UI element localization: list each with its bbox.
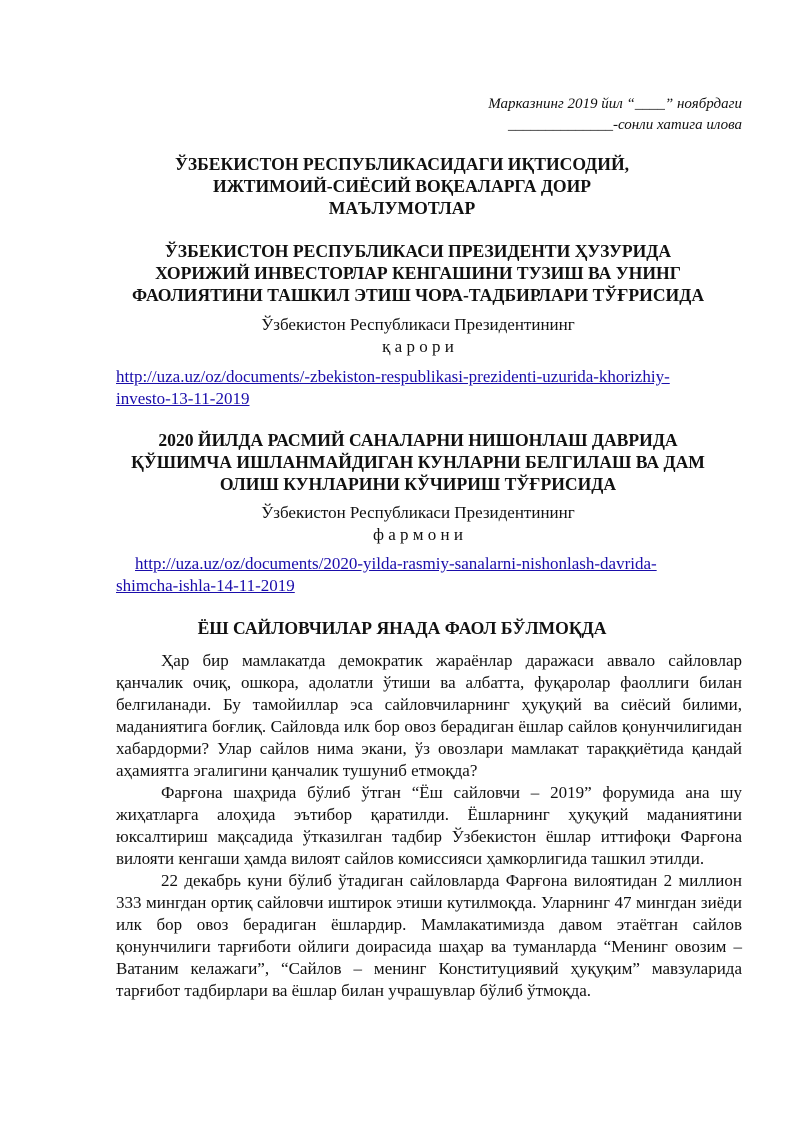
section2-title	[80, 429, 756, 495]
section2-title-line2: ҚЎШИМЧА ИШЛАНМАЙДИГАН КУНЛАРНИ БЕЛГИЛАШ ВА ДАМ	[131, 452, 705, 472]
article-paragraph: 22 декабрь куни бўлиб ўтадиган сайловларда Фарғона вилоятидан 2 миллион 333 мингдан ортиқ сайловчи иштирок этиши кутилмоқда. Уларнинг 47 мингдан зиёди илк бор овоз берадиган ёшлардир. Мамлакатимизда давом этаётган сайлов қонунчилиги тарғиботи ойлиги доирасида шаҳар ва туманларда “Менинг овозим – Ватаним келажаги”, “Сайлов – менинг Конституциявий ҳуқуқим” мавзуларида тарғибот тадбирлари ва ёшлар билан учрашувлар бўлиб ўтмоқда.	[116, 871, 742, 1000]
section2-title-line1: 2020 ЙИЛДА РАСМИЙ САНАЛАРНИ НИШОНЛАШ ДАВРИДА	[158, 430, 678, 450]
section3-title-line1: ЁШ САЙЛОВЧИЛАР ЯНАДА ФАОЛ БЎЛМОҚДА	[197, 618, 607, 638]
section2-link[interactable]	[116, 553, 756, 597]
appendix-note-line1: Марказнинг 2019 йил “____” ноябрдаги	[488, 96, 742, 112]
article-paragraph: Фарғона шаҳрида бўлиб ўтган “Ёш сайловчи – 2019” форумида ана шу жиҳатларга алоҳида эътибор қаратилди. Ёшларнинг ҳуқуқий маданиятини юксалтириш мақсадида ўтказилган тадбир Ўзбекистон ёшлар иттифоқи Фарғона вилояти кенгаши ҳамда вилоят сайлов комиссияси ҳамкорлигида ташкил этилди.	[116, 783, 742, 868]
appendix-note	[322, 94, 742, 136]
main-title-line3: МАЪЛУМОТЛАР	[328, 198, 476, 218]
section1-link-line2[interactable]: investo-13-11-2019	[116, 389, 250, 408]
section1-title-line2: ХОРИЖИЙ ИНВЕСТОРЛАР КЕНГАШИНИ ТУЗИШ ВА УНИНГ	[155, 263, 681, 283]
section1-title-line1: ЎЗБЕКИСТОН РЕСПУБЛИКАСИ ПРЕЗИДЕНТИ ҲУЗУРИДА	[164, 241, 672, 261]
main-title-line1: ЎЗБЕКИСТОН РЕСПУБЛИКАСИДАГИ ИҚТИСОДИЙ,	[174, 154, 630, 174]
section1-doc-type: қ а р о р и	[382, 337, 454, 356]
section1-link-line1[interactable]: http://uza.uz/oz/documents/-zbekiston-respublikasi-prezidenti-uzurida-khorizhiy-	[116, 367, 670, 386]
article-body	[116, 650, 742, 1002]
section3-title	[64, 617, 740, 639]
section2-byline: Ўзбекистон Республикаси Президентининг	[261, 503, 575, 522]
section1-byline: Ўзбекистон Республикаси Президентининг	[261, 315, 575, 334]
main-title-line2: ИЖТИМОИЙ-СИЁСИЙ ВОҚЕАЛАРГА ДОИР	[212, 176, 592, 196]
section2-link-line1[interactable]: http://uza.uz/oz/documents/2020-yilda-rasmiy-sanalarni-nishonlash-davrida-	[135, 554, 657, 573]
section2-link-line2[interactable]: shimcha-ishla-14-11-2019	[116, 576, 295, 595]
article-paragraph: Ҳар бир мамлакатда демократик жараёнлар даражаси аввало сайловлар қанчалик очиқ, ошкора, адолатли ўтиши ва албатта, фуқаролар фаоллиги билан белгиланади. Бу тамойиллар эса сайловчиларнинг ҳуқуқий ва сиёсий билими, маданиятига боғлиқ. Сайловда илк бор овоз берадиган ёшлар сайлов қонунчилигидан хабардорми? Улар сайлов нима экани, ўз овозлари мамлакат тараққиётида қандай аҳамиятга эгалигини қанчалик тушуниб етмоқда?	[116, 651, 742, 780]
section1-title	[80, 240, 756, 306]
section1-title-line3: ФАОЛИЯТИНИ ТАШКИЛ ЭТИШ ЧОРА-ТАДБИРЛАРИ ТЎҒРИСИДА	[131, 285, 705, 305]
appendix-note-line2: ______________-сонли хатига илова	[507, 117, 742, 133]
section2-title-line3: ОЛИШ КУНЛАРИНИ КЎЧИРИШ ТЎҒРИСИДА	[219, 474, 617, 494]
section1-link[interactable]	[116, 366, 756, 410]
main-title	[64, 153, 740, 219]
section2-doc-type: ф а р м о н и	[372, 525, 463, 544]
